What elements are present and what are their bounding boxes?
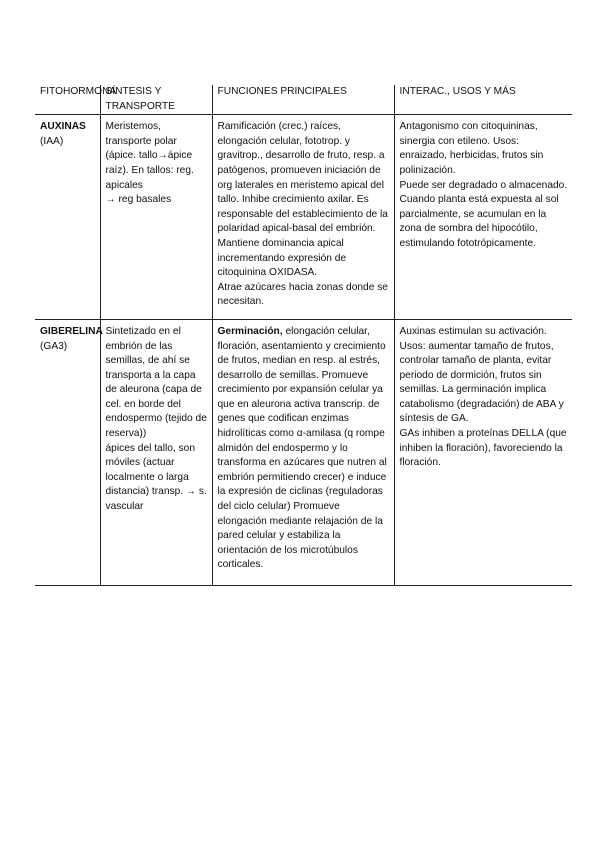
interactions-text: Puede ser degradado o almacenado. — [399, 179, 568, 191]
interactions-text: GAs inhiben a proteínas DELLA (que inhiben la floración), favoreciendo la floración. — [399, 428, 567, 469]
phytohormone-table — [35, 85, 572, 586]
header-sintesis-transporte: SÍNTESIS Y TRANSPORTE — [100, 85, 212, 115]
synthesis-cell — [100, 319, 212, 585]
table-header-row — [35, 85, 572, 115]
hormone-name: GIBERELINA — [40, 325, 103, 337]
interactions-text: Auxinas estimulan su activación. — [399, 325, 547, 337]
header-fitohormona: FITOHORMONA — [35, 85, 100, 115]
interactions-text: Usos: aumentar tamaño de frutos, controlar tamaño de planta, evitar periodo de dormición, frutos sin semillas. La germinación implica catabolismo (degradación) de ABA y síntesis de GA. — [399, 340, 564, 425]
synthesis-text: → reg basales — [105, 194, 172, 206]
hormone-cell — [35, 319, 103, 585]
interactions-text: Antagonismo con citoquininas, sinergia con etileno. Usos: enraizado, herbicidas, frutos sin polinización. — [399, 121, 544, 176]
functions-text: Ramificación (crec.) raíces, elongación celular, fototrop. y gravitrop., desarrollo de fruto, resp. a patógenos, promueven iniciación de org laterales en meristemo apical del tallo. Inhibe crecimiento axilar. Es responsable del establecimiento de la polaridad apical-basal del embrión. — [217, 121, 388, 235]
hormone-abbr: (IAA) — [40, 135, 64, 147]
hormone-cell — [35, 115, 100, 320]
functions-cell — [212, 319, 394, 585]
functions-cell — [212, 115, 394, 320]
functions-text: elongación celular, floración, asentamiento y crecimiento de frutos, median en resp. al estrés, desarrollo de semillas. Promueve crecimiento por expansión celular ya que en aleurona activa transcrip. de genes que codifican enzimas hidrolíticas como α-amilasa (q rompe almidón del endospermo y lo transforma en azúcares que nutren al embrión permitiendo crecer) e induce la expresión de ciclinas (reguladoras del ciclo celular) Promueve elongación mediante relajación de la pared celular y estabiliza la orientación de los microtúbulos corticales. — [217, 325, 387, 571]
header-funciones: FUNCIONES PRINCIPALES — [212, 85, 394, 115]
header-interacciones: INTERAC., USOS Y MÁS — [394, 85, 572, 115]
synthesis-text: ápices del tallo, son móviles (actuar localmente o larga distancia) transp. → s. vascular — [105, 442, 207, 513]
hormone-name: AUXINAS — [40, 121, 86, 133]
table-row-giberelina — [35, 319, 572, 585]
synthesis-text: Meristemos, transporte polar (ápice. tallo→ápice raíz). En tallos: reg. apicales — [105, 121, 194, 191]
table-row-auxinas — [35, 115, 572, 320]
functions-lead: Germinación, — [217, 325, 283, 337]
functions-text: Mantiene dominancia apical incrementando expresión de citoquinina OXIDASA. — [217, 237, 347, 279]
synthesis-text: Sintetizado en el embrión de las semillas, de ahí se transporta a la capa de aleurona (capa de cel. en borde del endospermo (tejido de reserva)) — [105, 325, 207, 440]
hormone-abbr: (GA3) — [40, 340, 68, 352]
interactions-text: Cuando planta está expuesta al sol parcialmente, se acumulan en la zona de sombra del hipocótilo, estimulando fototrópicamente. — [399, 194, 559, 249]
functions-text: Atrae azúcares hacia zonas donde se necesitan. — [217, 281, 388, 308]
interactions-cell — [394, 319, 572, 585]
interactions-cell — [394, 115, 572, 320]
synthesis-cell — [100, 115, 212, 320]
